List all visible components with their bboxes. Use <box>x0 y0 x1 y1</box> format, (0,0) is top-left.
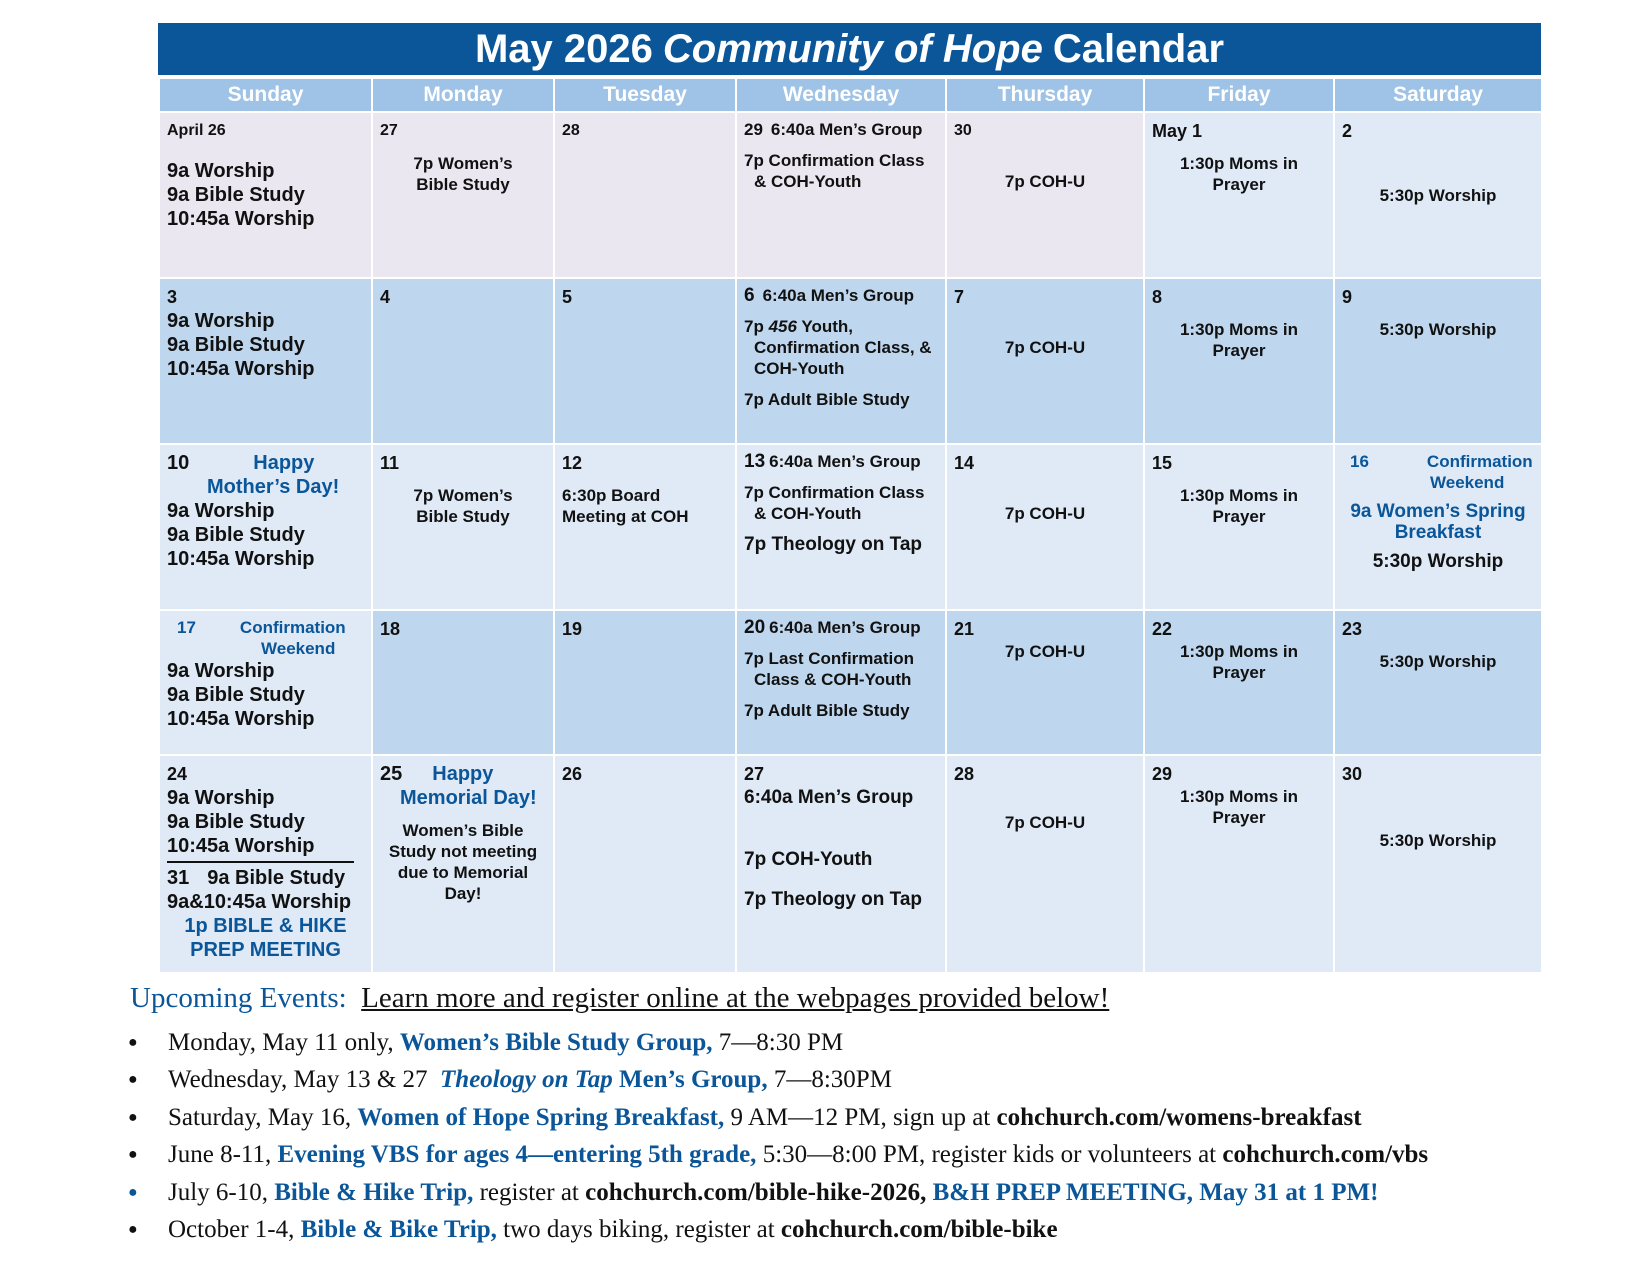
list-item: ● Wednesday, May 13 & 27 Theology on Tap Men’s Group, 7—8:30PM <box>128 1066 892 1094</box>
event: 9a Worship <box>167 787 275 809</box>
day-number: 29 <box>1152 764 1173 784</box>
event: 1:30p Moms in <box>1179 486 1299 505</box>
day-cell <box>372 444 554 610</box>
day-cell <box>554 444 736 610</box>
event: 9a Bible Study <box>167 334 305 356</box>
events-list <box>128 1024 1628 1249</box>
event: Bible Study <box>416 175 510 194</box>
event: 6:40a Men’s Group <box>762 286 915 305</box>
day-number: 19 <box>562 619 583 639</box>
event: 7p Women’s <box>413 154 513 173</box>
day-number: 20 <box>744 617 766 638</box>
event: 9a Bible Study <box>167 684 305 706</box>
day-cell <box>1334 755 1542 973</box>
event: Meeting at COH <box>562 507 689 526</box>
event: Day! <box>444 884 482 903</box>
day-number: 30 <box>1342 764 1363 784</box>
day-header-row <box>159 78 1542 112</box>
day-cell <box>159 278 372 444</box>
day-cell <box>159 112 372 278</box>
event: Bible Study <box>416 507 510 526</box>
day-cell <box>554 112 736 278</box>
day-cell <box>736 112 946 278</box>
day-cell <box>1334 610 1542 755</box>
event: Prayer <box>1212 663 1266 682</box>
day-cell <box>372 112 554 278</box>
day-cell <box>1144 444 1334 610</box>
week-row <box>159 112 1542 278</box>
calendar-grid <box>158 77 1543 974</box>
event: 6:30p Board <box>562 486 661 505</box>
day-number: 14 <box>954 453 975 473</box>
day-number: 24 <box>167 764 188 784</box>
calendar-title <box>158 23 1541 75</box>
event: 10:45a Worship <box>167 835 315 857</box>
event-link[interactable]: Bible & Hike Trip, <box>274 1178 474 1206</box>
day-cell <box>1334 444 1542 610</box>
day-cell <box>946 444 1144 610</box>
day-number: 9 <box>1342 287 1353 307</box>
event: 5:30p Worship <box>1379 186 1497 205</box>
url-text[interactable]: cohchurch.com/bible-bike <box>780 1216 1058 1244</box>
event: Prayer <box>1212 341 1266 360</box>
event: 1:30p Moms in <box>1179 320 1299 339</box>
event: 9a Bible Study <box>167 524 305 546</box>
event: 6:40a Men’s Group <box>769 452 921 471</box>
event: 5:30p Worship <box>1379 831 1497 850</box>
event-link[interactable]: B&H PREP MEETING, May 31 at 1 PM! <box>932 1178 1379 1206</box>
day-cell <box>1334 278 1542 444</box>
day-cell <box>159 444 372 610</box>
upcoming-title: Upcoming Events: <box>130 982 347 1014</box>
week-row <box>159 444 1542 610</box>
day-cell <box>736 444 946 610</box>
event: 9a Bible Study <box>167 811 305 833</box>
event: 9a Worship <box>167 500 275 522</box>
event-link[interactable]: Men’s Group, <box>618 1066 768 1094</box>
event: 9a Worship <box>167 660 275 682</box>
event: 10:45a Worship <box>167 708 315 730</box>
event-link[interactable]: Evening VBS for ages 4—entering 5th grade, <box>277 1141 757 1169</box>
event: 10:45a Worship <box>167 208 315 230</box>
day-cell <box>554 755 736 973</box>
special-label: Confirmation <box>1426 452 1533 471</box>
event: 6:40a Men’s Group <box>769 618 921 637</box>
url-text[interactable]: cohchurch.com/womens-breakfast <box>996 1103 1362 1131</box>
day-cell <box>1334 112 1542 278</box>
day-number: 31 <box>167 867 190 889</box>
event: 6:40a Men’s Group <box>770 120 923 139</box>
day-cell <box>736 278 946 444</box>
special-event: PREP MEETING <box>190 939 341 961</box>
day-number: 18 <box>380 619 401 639</box>
event: 1:30p Moms in <box>1179 642 1299 661</box>
day-header: Saturday <box>1334 78 1542 112</box>
list-item: ● Monday, May 11 only, Women’s Bible Study Group, 7—8:30 PM <box>128 1028 844 1056</box>
event: Women’s Bible <box>402 821 524 840</box>
day-number: 27 <box>380 122 398 139</box>
day-number: 22 <box>1152 619 1173 639</box>
day-header: Wednesday <box>736 78 946 112</box>
event: Prayer <box>1212 507 1266 526</box>
title-month: May 2026 <box>474 26 653 71</box>
special-event: 1p BIBLE & HIKE <box>184 915 347 937</box>
event: 7p COH-U <box>1004 813 1086 832</box>
list-item: ● Saturday, May 16, Women of Hope Spring Breakfast, 9 AM—12 PM, sign up at cohchurch.com/womens-breakfast <box>128 1103 1362 1131</box>
day-cell <box>372 278 554 444</box>
day-number: 5 <box>562 287 573 307</box>
event: 7p Women’s <box>413 486 513 505</box>
day-number: 4 <box>380 287 391 307</box>
event-link[interactable]: Bible & Bike Trip, <box>300 1216 497 1244</box>
day-number: May 1 <box>1152 121 1203 141</box>
day-cell <box>554 278 736 444</box>
event: Prayer <box>1212 808 1266 827</box>
event: 6:40a Men’s Group <box>744 787 914 808</box>
event: & COH-Youth <box>754 504 862 523</box>
day-cell <box>159 610 372 755</box>
day-header: Sunday <box>159 78 372 112</box>
day-cell <box>946 755 1144 973</box>
list-item: ● June 8-11, Evening VBS for ages 4—entering 5th grade, 5:30—8:00 PM, register kids or volunteers at cohchurch.com/vbs <box>128 1141 1429 1169</box>
upcoming-heading <box>130 982 1109 1015</box>
title-word: Calendar <box>1052 26 1225 71</box>
day-number: 30 <box>954 122 972 139</box>
day-number: 10 <box>167 452 190 474</box>
special-event: 9a Women’s Spring <box>1350 501 1526 522</box>
day-number: 15 <box>1152 453 1173 473</box>
day-number: 27 <box>744 764 765 784</box>
event: Prayer <box>1212 175 1266 194</box>
day-header: Monday <box>372 78 554 112</box>
day-cell <box>1144 278 1334 444</box>
event-link[interactable]: Theology on Tap <box>440 1066 613 1094</box>
week-row <box>159 755 1542 973</box>
event: 7p Adult Bible Study <box>744 701 910 720</box>
event-link[interactable]: Women of Hope Spring Breakfast, <box>357 1103 725 1131</box>
day-number: 28 <box>954 764 975 784</box>
day-cell <box>736 610 946 755</box>
day-number: 13 <box>744 451 766 472</box>
event: Study not meeting <box>388 842 538 861</box>
event: 7p Theology on Tap <box>744 889 923 910</box>
event: 7p Adult Bible Study <box>744 390 910 409</box>
holiday-label: Mother’s Day! <box>207 476 340 498</box>
day-number: 11 <box>380 453 400 473</box>
event: 10:45a Worship <box>167 358 315 380</box>
day-number: 6 <box>744 285 755 306</box>
day-cell <box>946 112 1144 278</box>
event: 9a Bible Study <box>167 184 305 206</box>
event: 9a&10:45a Worship <box>167 891 352 913</box>
special-label: Confirmation <box>239 618 346 637</box>
event: Confirmation Class, & <box>754 338 932 357</box>
day-number: 16 <box>1350 452 1369 471</box>
day-cell <box>1144 755 1334 973</box>
day-header: Friday <box>1144 78 1334 112</box>
event: 5:30p Worship <box>1379 320 1497 339</box>
special-label: Weekend <box>261 639 336 658</box>
event: 7p COH-U <box>1004 642 1086 661</box>
event: 7p Last Confirmation <box>744 649 915 668</box>
event: 1:30p Moms in <box>1179 787 1299 806</box>
day-number: 28 <box>562 122 580 139</box>
day-cell <box>372 755 554 973</box>
day-cell <box>736 755 946 973</box>
day-cell <box>1144 610 1334 755</box>
event: COH-Youth <box>754 359 845 378</box>
holiday-label: Memorial Day! <box>400 787 537 809</box>
list-item: ● October 1-4, Bible & Bike Trip, two days biking, register at cohchurch.com/bible-bike <box>128 1216 1058 1244</box>
holiday-label: Happy <box>253 452 315 474</box>
event: 7p Theology on Tap <box>744 534 923 555</box>
day-number: 26 <box>562 764 583 784</box>
event: 7p 456 Youth, <box>744 317 853 336</box>
event: 10:45a Worship <box>167 548 315 570</box>
event: 7p Confirmation Class <box>744 483 925 502</box>
day-cell <box>1144 112 1334 278</box>
day-number: 21 <box>954 619 975 639</box>
day-number: April 26 <box>167 122 226 139</box>
event-link[interactable]: Women’s Bible Study Group, <box>399 1028 713 1056</box>
day-number: 17 <box>177 618 196 637</box>
week-row <box>159 278 1542 444</box>
special-event: Breakfast <box>1394 522 1482 543</box>
event: due to Memorial <box>397 863 529 882</box>
url-text[interactable]: cohchurch.com/bible-hike-2026, <box>585 1178 927 1206</box>
event: 9a Bible Study <box>207 867 346 889</box>
event: 9a Worship <box>167 160 275 182</box>
upcoming-subtitle: Learn more and register online at the webpages provided below! <box>361 982 1110 1014</box>
special-label: Weekend <box>1430 473 1505 492</box>
week-row <box>159 610 1542 755</box>
day-header: Tuesday <box>554 78 736 112</box>
event: 7p COH-U <box>1004 172 1086 191</box>
day-number: 8 <box>1152 287 1163 307</box>
event: 7p COH-Youth <box>744 849 873 870</box>
day-cell <box>159 755 372 973</box>
divider <box>167 861 354 863</box>
event: 7p COH-U <box>1004 338 1086 357</box>
day-header: Thursday <box>946 78 1144 112</box>
event: 9a Worship <box>167 310 275 332</box>
day-number: 3 <box>167 287 178 307</box>
event: 7p COH-U <box>1004 504 1086 523</box>
day-number: 12 <box>562 453 583 473</box>
list-item: ● July 6-10, Bible & Hike Trip, register at cohchurch.com/bible-hike-2026, B&H PREP MEETING, May 31 at 1 PM! <box>128 1178 1379 1206</box>
event: 1:30p Moms in <box>1179 154 1299 173</box>
event: & COH-Youth <box>754 172 862 191</box>
day-number: 29 <box>744 120 763 139</box>
event: Class & COH-Youth <box>754 670 912 689</box>
event: 5:30p Worship <box>1372 551 1504 572</box>
day-cell <box>946 278 1144 444</box>
holiday-label: Happy <box>432 763 494 785</box>
day-number: 25 <box>380 763 403 785</box>
day-cell <box>554 610 736 755</box>
event: 5:30p Worship <box>1379 652 1497 671</box>
day-cell <box>372 610 554 755</box>
day-number: 2 <box>1342 121 1353 141</box>
title-church: Community of Hope <box>662 26 1043 71</box>
day-number: 23 <box>1342 619 1363 639</box>
event: 7p Confirmation Class <box>744 151 925 170</box>
day-cell <box>946 610 1144 755</box>
day-number: 7 <box>954 287 965 307</box>
url-text[interactable]: cohchurch.com/vbs <box>1222 1141 1429 1169</box>
